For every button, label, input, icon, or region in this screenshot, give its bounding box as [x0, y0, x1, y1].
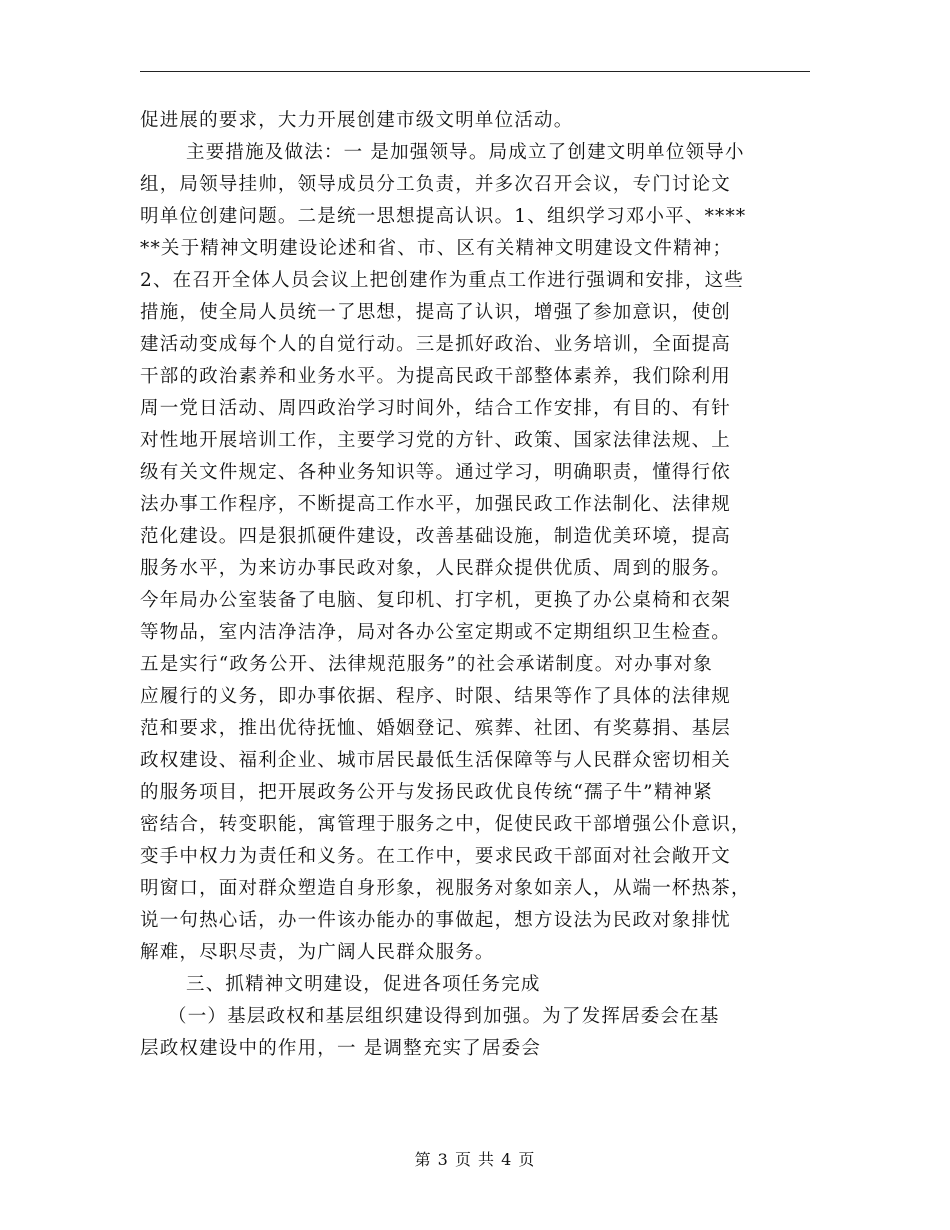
text-line: **关于精神文明建设论述和省、市、区有关精神文明建设文件精神；	[140, 238, 733, 259]
text-line: 组，局领导挂帅，领导成员分工负责，并多次召开会议，专门讨论文	[140, 174, 732, 195]
text-line: 服务水平，为来访办事民政对象，人民群众提供优质、周到的服务。	[140, 558, 732, 579]
text-line: 说一句热心话，办一件该办能办的事做起，想方设法为民政对象排忧	[140, 910, 732, 931]
text-line: 层政权建设中的作用，一 是调整充实了居委会	[140, 1038, 542, 1059]
text-line: 措施，使全局人员统一了思想，提高了认识，增强了参加意识，使创	[140, 302, 732, 323]
text-line: 解难，尽职尽责，为广阔人民群众服务。	[140, 942, 495, 963]
text-line: 周一党日活动、周四政治学习时间外，结合工作安排，有目的、有针	[140, 398, 732, 419]
text-line: 建活动变成每个人的自觉行动。三是抓好政治、业务培训，全面提高	[140, 334, 732, 355]
text-line: 明窗口，面对群众塑造自身形象，视服务对象如亲人，从端一杯热茶，	[140, 878, 751, 899]
text-line: 今年局办公室装备了电脑、复印机、打字机，更换了办公桌椅和衣架	[140, 590, 732, 611]
text-line: 应履行的义务，即办事依据、程序、时限、结果等作了具体的法律规	[140, 686, 732, 707]
text-line: 主要措施及做法：一 是加强领导。局成立了创建文明单位领导小	[186, 142, 745, 163]
text-line: 法办事工作程序，不断提高工作水平，加强民政工作法制化、法律规	[140, 494, 732, 515]
text-line: 密结合，转变职能，寓管理于服务之中，促使民政干部增强公仆意识，	[140, 814, 751, 835]
text-line: 政权建设、福利企业、城市居民最低生活保障等与人民群众密切相关	[140, 750, 732, 771]
text-line: 等物品，室内洁净洁净，局对各办公室定期或不定期组织卫生检查。	[140, 622, 732, 643]
text-line: （一）基层政权和基层组织建设得到加强。为了发挥居委会在基	[168, 1006, 720, 1027]
text-line: 促进展的要求，大力开展创建市级文明单位活动。	[140, 110, 574, 131]
text-line: 范和要求，推出优待抚恤、婚姻登记、殡葬、社团、有奖募捐、基层	[140, 718, 732, 739]
text-line: 级有关文件规定、各种业务知识等。通过学习，明确职责，懂得行依	[140, 462, 732, 483]
text-line: 明单位创建问题。二是统一思想提高认识。1、组织学习邓小平、****	[140, 206, 747, 227]
text-line: 变手中权力为责任和义务。在工作中，要求民政干部面对社会敞开文	[140, 846, 732, 867]
text-line: 2、在召开全体人员会议上把创建作为重点工作进行强调和安排，这些	[140, 270, 744, 291]
text-line: 干部的政治素养和业务水平。为提高民政干部整体素养，我们除利用	[140, 366, 732, 387]
text-line: 范化建设。四是狠抓硬件建设，改善基础设施，制造优美环境，提高	[140, 526, 732, 547]
text-line: 的服务项目，把开展政务公开与发扬民政优良传统“孺子牛”精神紧	[140, 782, 713, 803]
text-line: 对性地开展培训工作，主要学习党的方针、政策、国家法律法规、上	[140, 430, 732, 451]
header-rule	[140, 71, 810, 72]
document-body	[140, 105, 810, 1065]
section-heading: 三、抓精神文明建设，促进各项任务完成	[186, 974, 541, 995]
text-line: 五是实行“政务公开、法律规范服务”的社会承诺制度。对办事对象	[140, 654, 713, 675]
page-number: 第 3 页 共 4 页	[414, 1150, 536, 1169]
